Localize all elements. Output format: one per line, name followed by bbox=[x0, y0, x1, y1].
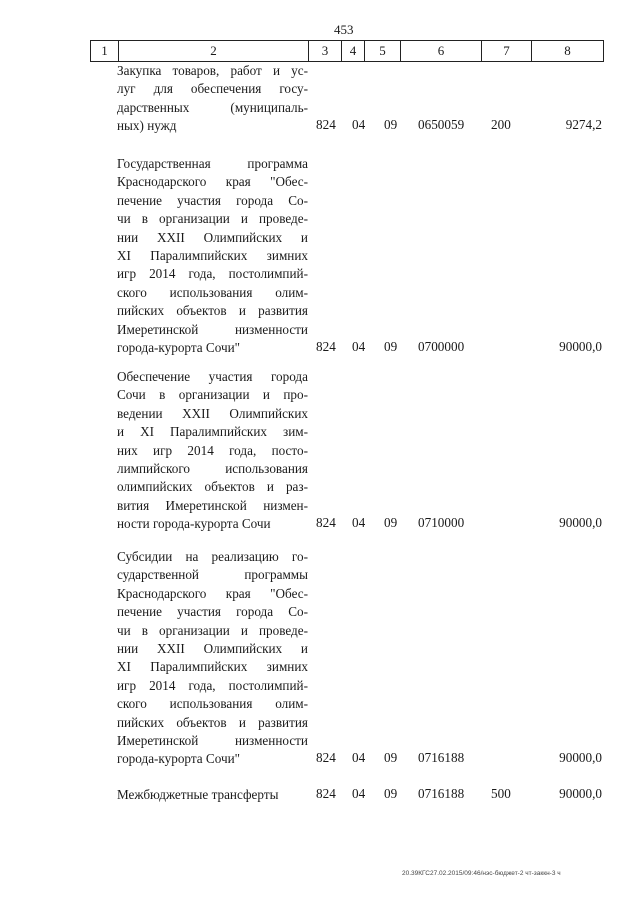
description-line: них игр 2014 года, посто- bbox=[117, 442, 308, 458]
row-col4: 04 bbox=[352, 786, 366, 801]
description-line: игр 2014 года, постолимпий- bbox=[117, 266, 308, 282]
row-description bbox=[117, 155, 308, 357]
row-description bbox=[117, 368, 308, 534]
row-col5: 09 bbox=[384, 117, 398, 133]
row-col8: 90000,0 bbox=[559, 786, 602, 801]
row-col5: 09 bbox=[384, 750, 398, 766]
row-col3: 824 bbox=[316, 339, 336, 354]
column-header-6: 6 bbox=[401, 41, 482, 62]
page-number: 453 bbox=[334, 22, 354, 37]
column-header-7: 7 bbox=[482, 41, 532, 62]
row-description bbox=[117, 62, 308, 136]
description-line: Сочи в организации и про- bbox=[117, 387, 308, 403]
row-col3: 824 bbox=[316, 515, 336, 531]
description-line: города-курорта Сочи" bbox=[117, 751, 241, 767]
row-col3: 824 bbox=[316, 750, 336, 766]
footer-stamp: 20.39КГС27.02.2015/09:46/нэс-бюджет-2 чт-заккн-3 ч bbox=[402, 870, 561, 877]
description-line: и XI Паралимпийских зим- bbox=[117, 424, 308, 440]
row-col8: 90000,0 bbox=[559, 750, 602, 766]
row-col3: 824 bbox=[316, 786, 336, 801]
description-line: игр 2014 года, постолимпий- bbox=[117, 677, 308, 693]
row-col4: 04 bbox=[352, 339, 366, 354]
description-line: Обеспечение участия города bbox=[117, 369, 308, 384]
column-header-5: 5 bbox=[365, 41, 401, 62]
description-line: Краснодарского края "Обес- bbox=[117, 174, 308, 190]
description-line: чи в организации и проведе- bbox=[117, 622, 308, 638]
description-line: ского использования олим- bbox=[117, 696, 308, 712]
row-col5: 09 bbox=[384, 339, 398, 354]
row-col6: 0716188 bbox=[418, 750, 465, 766]
description-line: Имеретинской низменности bbox=[117, 733, 308, 749]
description-line: лимпийского использования bbox=[117, 461, 308, 477]
description-line: сударственной программы bbox=[117, 567, 308, 583]
description-line: Краснодарского края "Обес- bbox=[117, 585, 308, 601]
description-line: пийских объектов и развития bbox=[117, 714, 308, 730]
description-line: XI Паралимпийских зимних bbox=[117, 659, 308, 675]
row-col3: 824 bbox=[316, 117, 336, 133]
description-line: печение участия города Со- bbox=[117, 604, 308, 620]
column-header-row bbox=[91, 41, 604, 62]
description-line: ности города-курорта Сочи bbox=[117, 516, 271, 532]
row-description bbox=[117, 786, 308, 804]
description-line: Имеретинской низменности bbox=[117, 321, 308, 337]
column-header-table bbox=[90, 40, 604, 62]
row-col6: 0700000 bbox=[418, 339, 465, 354]
row-col4: 04 bbox=[352, 750, 366, 766]
row-col4: 04 bbox=[352, 515, 366, 531]
column-header-8: 8 bbox=[532, 41, 604, 62]
description-line: вития Имеретинской низмен- bbox=[117, 497, 308, 513]
description-line: нии XXII Олимпийских и bbox=[117, 229, 308, 245]
description-line: печение участия города Со- bbox=[117, 192, 308, 208]
row-col5: 09 bbox=[384, 786, 398, 801]
description-line: дарственных (муниципаль- bbox=[117, 99, 308, 115]
description-line: олимпийских объектов и раз- bbox=[117, 479, 308, 495]
description-line: Межбюджетные трансферты bbox=[117, 787, 279, 802]
description-line: ского использования олим- bbox=[117, 284, 308, 300]
description-line: города-курорта Сочи" bbox=[117, 340, 241, 356]
column-header-3: 3 bbox=[309, 41, 342, 62]
description-line: XI Паралимпийских зимних bbox=[117, 248, 308, 264]
row-col6: 0716188 bbox=[418, 786, 465, 801]
description-line: пийских объектов и развития bbox=[117, 303, 308, 319]
description-line: луг для обеспечения госу- bbox=[117, 81, 308, 97]
row-col8: 90000,0 bbox=[559, 515, 602, 531]
row-col4: 04 bbox=[352, 117, 366, 133]
description-line: чи в организации и проведе- bbox=[117, 211, 308, 227]
row-col8: 90000,0 bbox=[559, 339, 602, 354]
row-col6: 0650059 bbox=[418, 117, 465, 133]
column-header-1: 1 bbox=[91, 41, 119, 62]
description-line: ных) нужд bbox=[117, 118, 177, 134]
row-col7: 500 bbox=[491, 786, 511, 801]
row-col8: 9274,2 bbox=[565, 117, 602, 133]
row-col5: 09 bbox=[384, 515, 398, 531]
column-header-2: 2 bbox=[119, 41, 309, 62]
description-line: Закупка товаров, работ и ус- bbox=[117, 63, 308, 78]
row-col7: 200 bbox=[491, 117, 511, 133]
row-col6: 0710000 bbox=[418, 515, 465, 531]
description-line: нии XXII Олимпийских и bbox=[117, 641, 308, 657]
description-line: Государственная программа bbox=[117, 156, 308, 171]
description-line: ведении XXII Олимпийских bbox=[117, 405, 308, 421]
column-header-4: 4 bbox=[342, 41, 365, 62]
description-line: Субсидии на реализацию го- bbox=[117, 549, 308, 564]
row-description bbox=[117, 548, 308, 769]
